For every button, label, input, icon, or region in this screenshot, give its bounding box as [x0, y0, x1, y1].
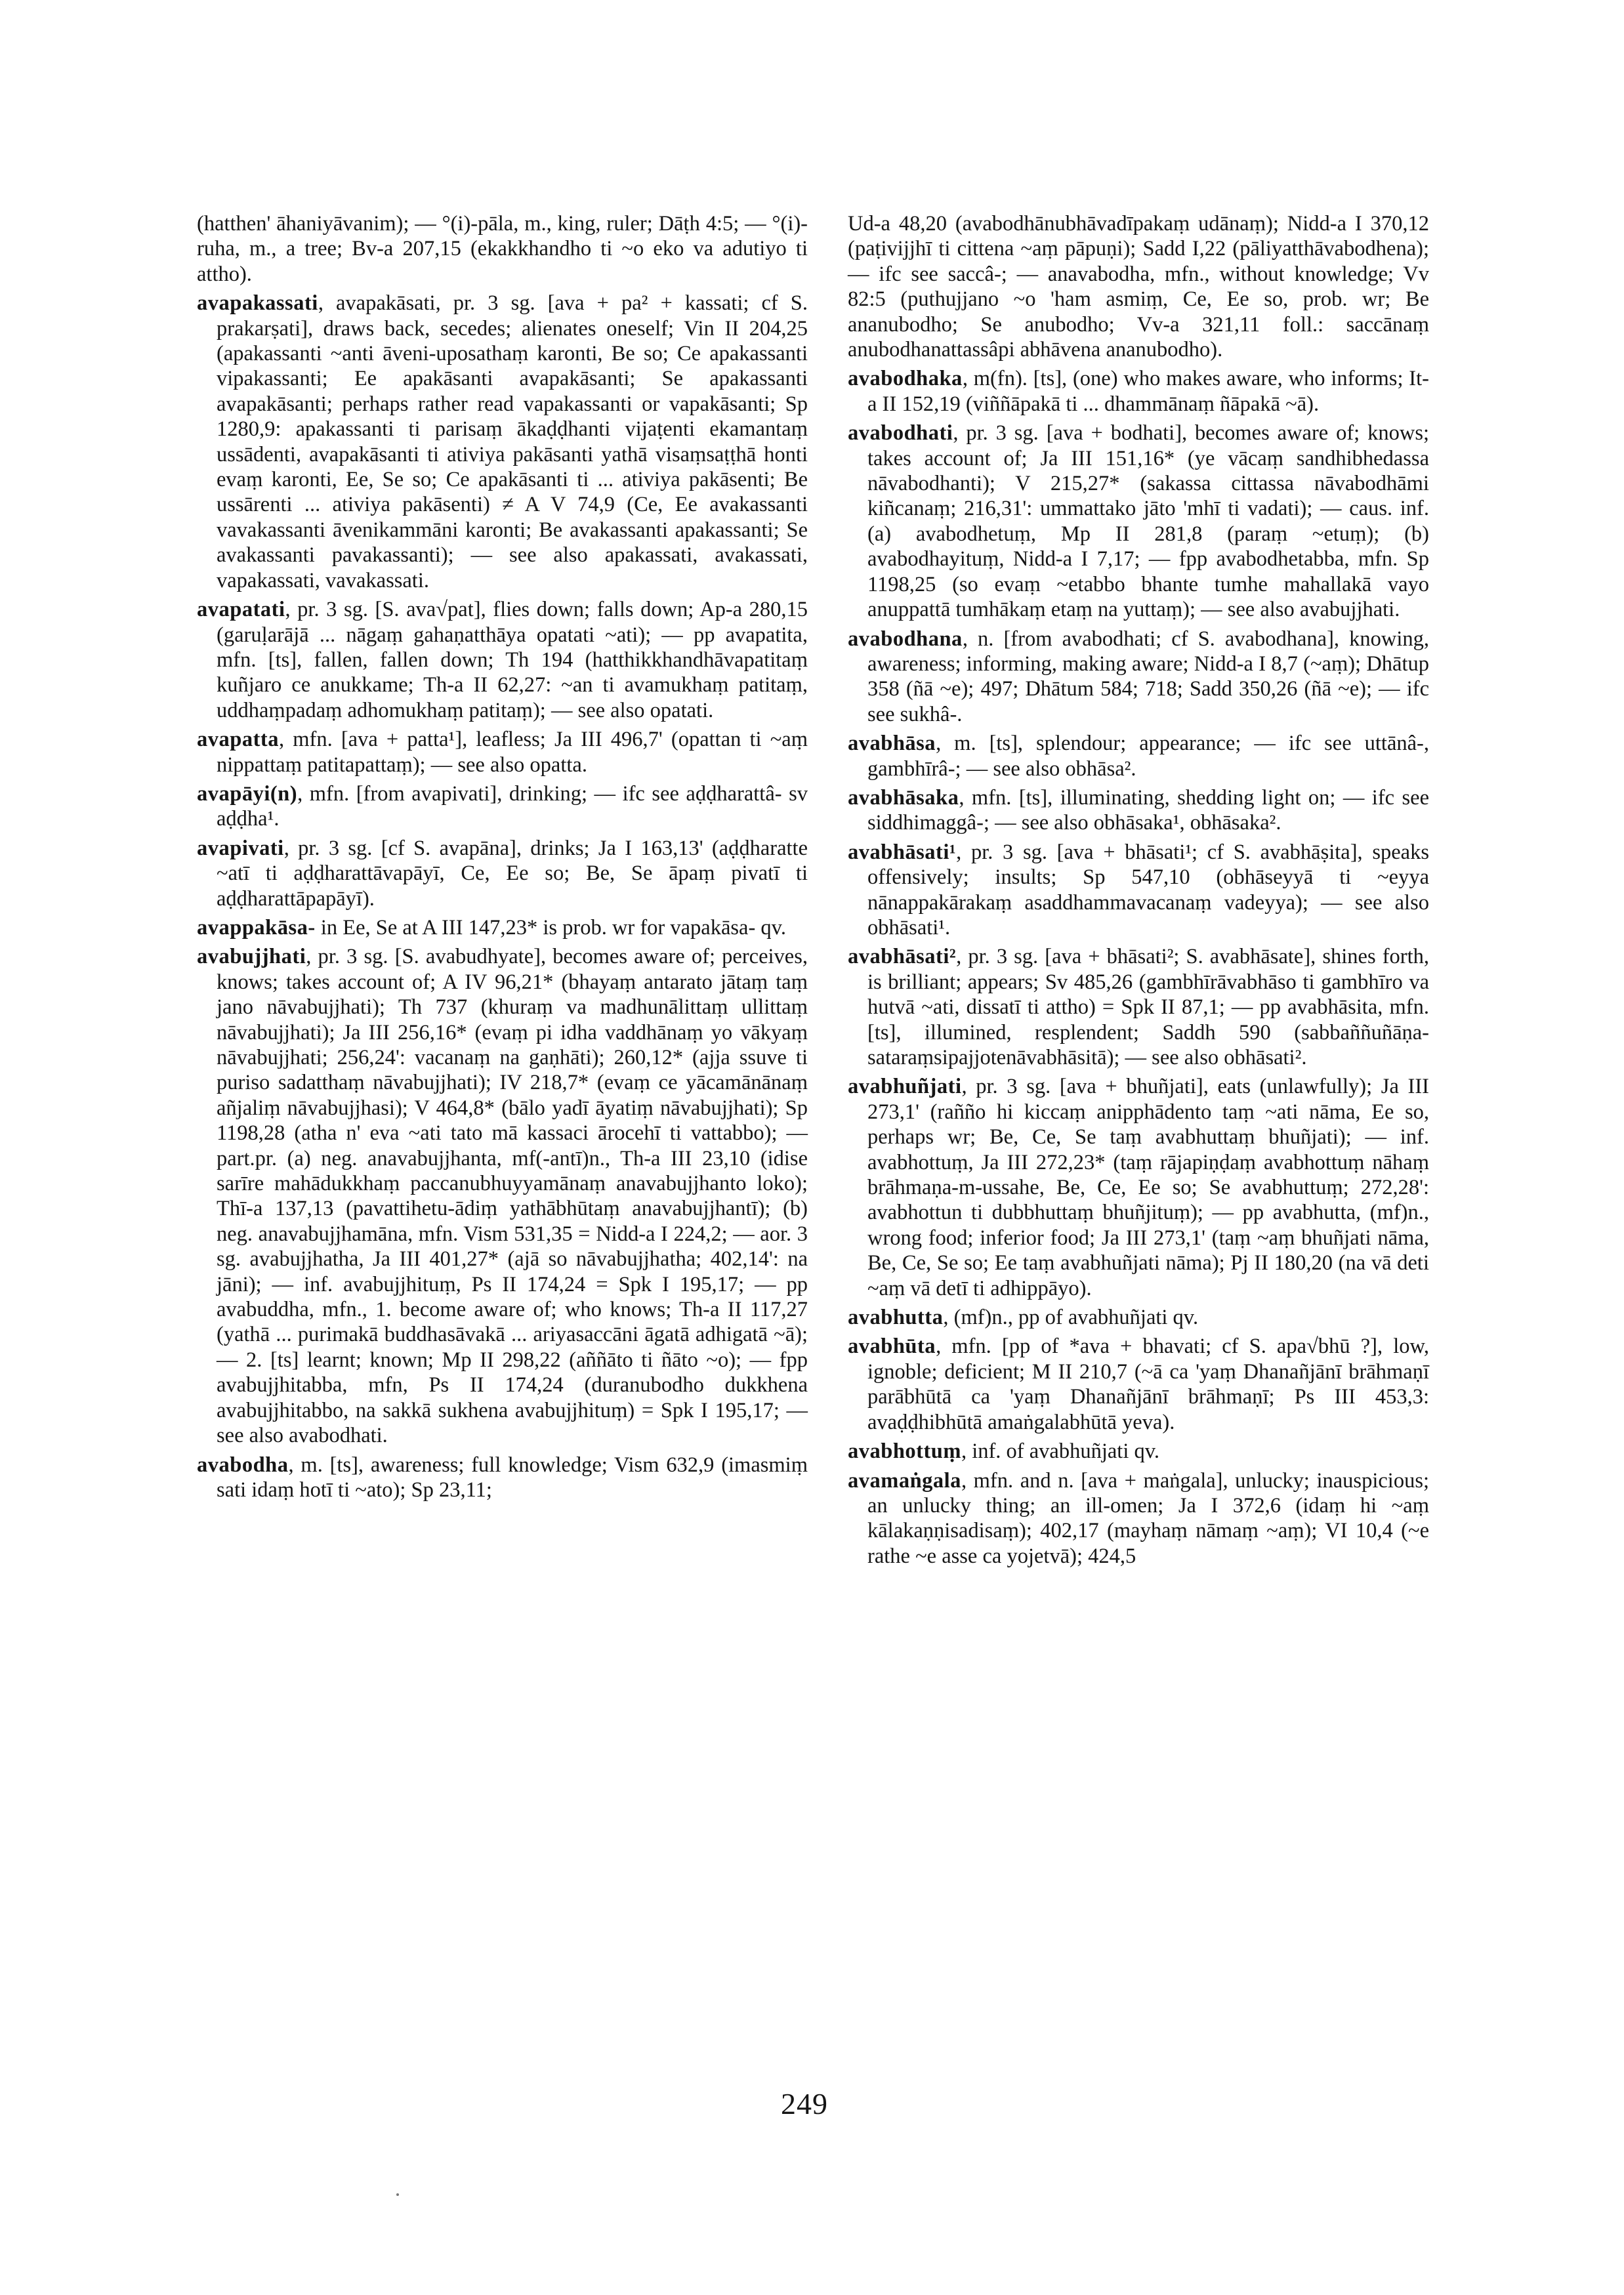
dictionary-entry: avappakāsa- in Ee, Se at A III 147,23* is prob. wr for vapakāsa- qv.: [197, 915, 786, 940]
dictionary-entry: avapatta, mfn. [ava + patta¹], leafless; Ja III 496,7' (opattan ti ~aṃ nippattaṃ patitapattaṃ); — see also opatta.: [197, 728, 808, 777]
dictionary-entry: Ud-a 48,20 (avabodhānubhāvadīpakaṃ udānaṃ); Nidd-a I 370,12 (paṭivijjhī ti cittena ~aṃ pāpuṇi); Sadd I,22 (pāliyatthāvabodhena); — ifc see saccâ-; — anavabodha, mfn., without knowledge; Vv 82:5 (puthujjano ~o 'ham asmiṃ, Ce, Ee so, prob. wr; Be ananubodho; Se anubodho; Vv-a 321,11 foll.: saccānaṃ anubodhanattassâpi abhāvena ananubodho).: [848, 212, 1429, 362]
headword: avabhutta: [848, 1306, 944, 1330]
dictionary-entry: avapivati, pr. 3 sg. [cf S. avapāna], drinks; Ja I 163,13' (aḍḍharatte ~atī ti aḍḍharattāvapāyī, Ce, Ee so; Be, Se āpaṃ pivatī ti aḍḍharattāpapāyī).: [197, 836, 808, 911]
headword: avapāyi(n): [197, 781, 298, 806]
dictionary-entry: avabhūta, mfn. [pp of *ava + bhavati; cf S. apa√bhū ?], low, ignoble; deficient; M II 210,7 (~ā ca 'yaṃ Dhanañjānī brāhmaṇī parābhūtā ca 'yaṃ Dhanañjānī brāhmaṇī; Ps III 453,3: avaḍḍhibhūtā amaṅgalabhūtā yeva).: [848, 1334, 1429, 1434]
headword: avamaṅgala: [848, 1468, 961, 1493]
dictionary-entry: avabhāsati², pr. 3 sg. [ava + bhāsati²; S. avabhāsate], shines forth, is brilliant; appears; Sv 485,26 (gambhīrāvabhāso ti gambhīro va hutvā ~ati, dissatī ti attho) = Spk II 87,1; — pp avabhāsita, mfn. [ts], illumined, resplendent; Saddh 590 (sabbaññuñāṇa-sataraṃsipajjotenāvabhāsitā); — see also obhāsati².: [848, 945, 1429, 1069]
headword: avabhāsa: [848, 732, 936, 756]
headword: avabodhaka: [848, 367, 963, 391]
headword: avapatati: [197, 598, 285, 622]
dictionary-entry: avabodhaka, m(fn). [ts], (one) who makes aware, who informs; It-a II 152,19 (viññāpakā ti ... dhammānaṃ ñāpakā ~ā).: [848, 367, 1429, 416]
headword: avabhāsati¹: [848, 840, 957, 864]
scan-speck: [396, 2193, 399, 2196]
dictionary-entry: avabodhati, pr. 3 sg. [ava + bodhati], becomes aware of; knows; takes account of; Ja III 151,16* (ye vācaṃ sandhibhedassa nāvabodhanti); V 215,27* (sakassa cittassa nāvabodhāmi kiñcanaṃ; 216,31': ummattako jāto 'mhī ti vadati); — caus. inf. (a) avabodhetuṃ, Mp II 281,8 (paraṃ ~etuṃ); (b) avabodhayituṃ, Nidd-a I 7,17; — fpp avabodhetabba, mfn. Sp 1198,25 (so evaṃ ~etabbo bhante tumhe mahallakā vayo anuppattā tumhākaṃ etaṃ na yuttaṃ); — see also avabujjhati.: [848, 421, 1429, 622]
right-column: [848, 211, 1429, 1573]
headword: avabodha: [197, 1453, 289, 1477]
page-number: 249: [781, 2087, 828, 2120]
dictionary-entry: avabhottuṃ, inf. of avabhuñjati qv.: [848, 1439, 1160, 1464]
dictionary-entry: avabhāsaka, mfn. [ts], illuminating, shedding light on; — ifc see siddhimaggâ-; — see also obhāsaka¹, obhāsaka².: [848, 785, 1429, 835]
headword: avabhāsaka: [848, 785, 959, 810]
headword: avabujjhati: [197, 945, 306, 969]
dictionary-entry: avapakassati, avapakāsati, pr. 3 sg. [ava + pa² + kassati; cf S. prakarṣati], draws back, secedes; alienates oneself; Vin II 204,25 (apakassanti ~anti āveni-uposathaṃ karonti, Be so; Ce apakassanti vipakassanti; Ee apakāsanti avapakāsanti; Se apakassanti avapakāsanti; perhaps rather read vapakassanti or vapakāsanti; Sp 1280,9: apakassanti ti parisaṃ ākaḍḍhanti vijaṭenti ekamantaṃ ussādenti, avapakāsanti ti ativiya pakāsanti yathā visaṃsaṭṭhā honti evaṃ karonti, Ee, Se so; Ce apakāsanti ti ... ativiya pakāsenti; Be ussārenti ... ativiya pakāsenti) ≠ A V 74,9 (Ce, Ee avakassanti vavakassanti āvenikammāni karonti; Be avakassanti apakassanti; Se avakassanti pavakassanti); — see also apakassati, avakassati, vapakassati, vavakassati.: [197, 291, 808, 592]
dictionary-entry: avabodhana, n. [from avabodhati; cf S. avabodhana], knowing, awareness; informing, making aware; Nidd-a I 8,7 (~aṃ); Dhātup 358 (ñā ~e); 497; Dhātum 584; 718; Sadd 350,26 (ñā ~e); — ifc see sukhâ-.: [848, 627, 1429, 726]
headword: avabhottuṃ: [848, 1439, 961, 1464]
headword: avapatta: [197, 728, 279, 752]
dictionary-entry: avabujjhati, pr. 3 sg. [S. avabudhyate], becomes aware of; perceives, knows; takes account of; A IV 96,21* (bhayaṃ antarato jātaṃ taṃ jano nāvabujjhati); Th 737 (khuraṃ va madhunālittaṃ ullittaṃ nāvabujjhati); Ja III 256,16* (evaṃ pi idha vaddhānaṃ yo vākyaṃ nāvabujjhati; 256,24': vacanaṃ na gaṇhāti); 260,12* (ajja ssuve ti puriso sadatthaṃ nāvabujjhati); IV 218,7* (evaṃ ce yācamānānaṃ añjaliṃ nāvabujjhasi); V 464,8* (bālo yadī āyatiṃ nāvabujjhati); Sp 1198,28 (atha n' eva ~ati tato mā kassaci ārocehī ti vattabbo); — part.pr. (a) neg. anavabujjhanta, mf(-antī)n., Th-a III 23,10 (idise sarīre mahādukkhaṃ paccanubhuyyamānaṃ anavabujjhanto loko); Thī-a 137,13 (pavattihetu-ādiṃ yathābhūtaṃ anavabujjhantī); (b) neg. anavabujjhamāna, mfn. Vism 531,35 = Nidd-a I 224,2; — aor. 3 sg. avabujjhatha, Ja III 401,27* (ajā so nāvabujjhatha; 402,14': na jāni); — inf. avabujjhituṃ, Ps II 174,24 = Spk I 195,17; — pp avabuddha, mfn., 1. become aware of; who knows; Th-a II 117,27 (yathā ... purimakā buddhasāvakā ... ariyasaccāni āgatā adhigatā ~ā); — 2. [ts] learnt; known; Mp II 298,22 (aññāto ti ñāto ~o); — fpp avabujjhitabba, mfn, Ps II 174,24 (duranubodho dukkhena avabujjhitabbo, na sakkā sukhena avabujjhituṃ) = Spk I 195,17; — see also avabodhati.: [197, 945, 808, 1448]
dictionary-entry: avamaṅgala, mfn. and n. [ava + maṅgala], unlucky; inauspicious; an unlucky thing; an ill-omen; Ja I 372,6 (idaṃ hi ~aṃ kālakaṇṇisadisaṃ); 402,17 (mayhaṃ nāmaṃ ~aṃ); VI 10,4 (~e rathe ~e asse ca yojetvā); 424,5: [848, 1468, 1429, 1568]
dictionary-entry: avapāyi(n), mfn. [from avapivati], drinking; — ifc see aḍḍharattâ- sv aḍḍha¹.: [197, 781, 808, 831]
headword: avapivati: [197, 836, 284, 860]
dictionary-entry: avapatati, pr. 3 sg. [S. ava√pat], flies down; falls down; Ap-a 280,15 (garuḷarājā ... nāgaṃ gahaṇatthāya opatati ~ati); — pp avapatita, mfn. [ts], fallen, fallen down; Th 194 (hatthikkhandhāvapatitaṃ kuñjaro ce anukkame; Th-a II 62,27: ~an ti avamukhaṃ patitaṃ, uddhaṃpadaṃ adhomukhaṃ patitaṃ); — see also opatati.: [197, 598, 808, 722]
headword: avabhūta: [848, 1334, 936, 1359]
headword: avapakassati: [197, 291, 318, 316]
headword: avabhuñjati: [848, 1075, 962, 1099]
headword: avappakāsa-: [197, 915, 316, 940]
left-column: [197, 211, 808, 1506]
dictionary-entry: avabhuñjati, pr. 3 sg. [ava + bhuñjati], eats (unlawfully); Ja III 273,1' (rañño hi kiccaṃ anipphādento taṃ ~ati nāma, Ee so, perhaps wr; Be, Ce, Se taṃ avabhuttaṃ bhuñjati); — inf. avabhottuṃ, Ja III 272,23* (taṃ rājapiṇḍaṃ avabhottuṃ nāhaṃ brāhmaṇa-m-ussahe, Be, Ce, Ee so; Se avabhuttuṃ; 272,28': avabhottun ti dubbhuttaṃ bhuñjituṃ); — pp avabhutta, (mf)n., wrong food; inferior food; Ja III 273,1' (taṃ ~aṃ bhuñjati nāma, Be, Ce, Se so; Ee taṃ avabhuñjati nāma); Pj II 180,20 (na vā deti ~aṃ vā detī ti adhippāyo).: [848, 1075, 1429, 1300]
headword: avabodhana: [848, 627, 963, 651]
dictionary-entry: (hatthen' āhaniyāvanim); — °(i)-pāla, m., king, ruler; Dāṭh 4:5; — °(i)-ruha, m., a tree; Bv-a 207,15 (ekakkhandho ti ~o eko va adutiyo ti attho).: [197, 212, 808, 286]
headword: avabhāsati²: [848, 945, 957, 969]
dictionary-entry: avabhāsa, m. [ts], splendour; appearance; — ifc see uttānâ-, gambhīrâ-; — see also obhāsa².: [848, 732, 1429, 781]
dictionary-entry: avabodha, m. [ts], awareness; full knowledge; Vism 632,9 (imasmiṃ sati idaṃ hotī ti ~ato); Sp 23,11;: [197, 1453, 808, 1502]
headword: avabodhati: [848, 421, 953, 445]
dictionary-entry: avabhutta, (mf)n., pp of avabhuñjati qv.: [848, 1306, 1199, 1330]
dictionary-entry: avabhāsati¹, pr. 3 sg. [ava + bhāsati¹; cf S. avabhāṣita], speaks offensively; insults; Sp 547,10 (obhāseyyā ti ~eyya nānappakārakaṃ asaddhammavacanaṃ vadeyya); — see also obhāsati¹.: [848, 840, 1429, 940]
